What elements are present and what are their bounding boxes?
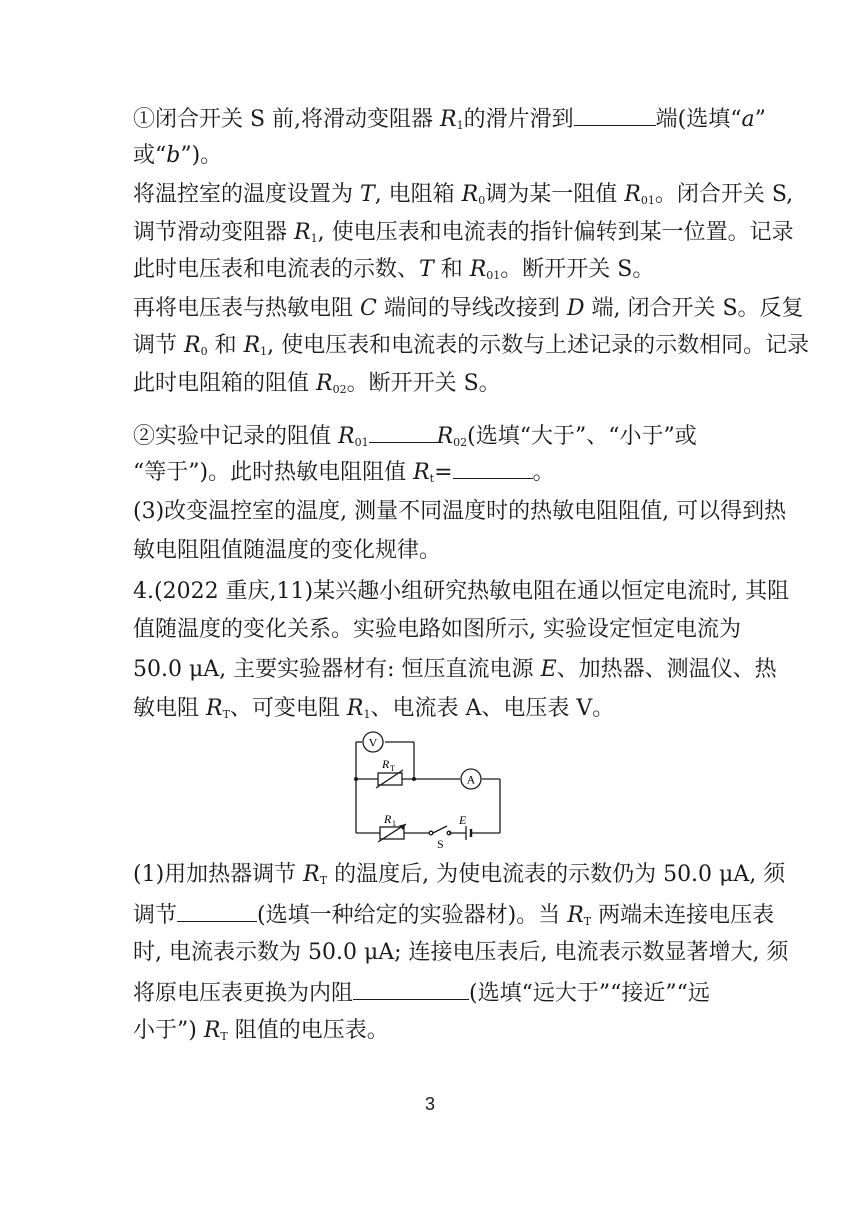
answer-blank[interactable] (353, 977, 469, 1000)
text-line-7: 调节 $R_0$ 和 $R_1$, 使电压表和电流表的示数与上述记录的示数相同。记录 (133, 333, 810, 358)
ammeter-label: A (466, 772, 476, 787)
text-line-20: 将原电压表更换为内阻 (选填“远大于”“接近”“远 (133, 977, 710, 1009)
circuit-diagram (345, 728, 515, 850)
source-label: E (459, 813, 467, 827)
text-line-8: 此时电阻箱的阻值 $R_{02}$。断开开关 S。 (133, 371, 501, 396)
answer-blank[interactable] (574, 103, 656, 126)
text-line-11: (3)改变温控室的温度, 测量不同温度时的热敏电阻阻值, 可以得到热 (133, 499, 787, 524)
text-line-5: 此时电压表和电流表的示数、T 和 $R_{01}$。断开开关 S。 (133, 257, 655, 282)
text-line-6: 再将电压表与热敏电阻 C 端间的导线改接到 D 端, 闭合开关 S。反复 (133, 296, 804, 321)
answer-blank[interactable] (369, 420, 437, 443)
text-line-12: 敏电阻阻值随温度的变化规律。 (133, 538, 442, 563)
answer-blank[interactable] (453, 456, 533, 479)
text-line-2: 或“b”)。 (133, 143, 223, 168)
text-line-9: ②实验中记录的阻值 $R_{01}$ $R_{02}$(选填“大于”、“小于”或 (133, 420, 697, 458)
switch-contact (429, 831, 433, 835)
text-line-16: 敏电阻 $R_T$、可变电阻 $R_1$、电流表 A、电压表 V。 (133, 696, 615, 721)
text-line-21: 小于”) $R_T$ 阻值的电压表。 (133, 1018, 389, 1043)
text-line-14: 值随温度的变化关系。实验电路如图所示, 实验设定恒定电流为 (133, 617, 741, 642)
text-line-3: 将温控室的温度设置为 T, 电阻箱 $R_0$调为某一阻值 $R_{01}$。闭合开关 S, (133, 182, 794, 207)
text-line-17: (1)用加热器调节 $R_T$ 的温度后, 为使电流表的示数仍为 50.0 μA, 须 (133, 862, 786, 887)
page-number: 3 (424, 1094, 435, 1114)
text-line-1: ①闭合开关 S 前,将滑动变阻器 $R_1$的滑片滑到 端(选填“a” (133, 103, 766, 141)
junction-dot (354, 777, 358, 781)
answer-blank[interactable] (177, 899, 257, 922)
r1-label: R (384, 812, 392, 826)
switch-s (433, 826, 447, 833)
text-line-15: 50.0 μA, 主要实验器材有: 恒压直流电源 E、加热器、测温仪、热 (133, 657, 777, 682)
voltmeter-label: V (368, 735, 378, 750)
switch-label: S (437, 837, 444, 850)
rt-label-sub: T (390, 764, 395, 773)
text-line-13: 4.(2022 重庆,11)某兴趣小组研究热敏电阻在通以恒定电流时, 其阻 (133, 579, 790, 604)
rt-label: R (382, 757, 390, 771)
text-line-19: 时, 电流表示数为 50.0 μA; 连接电压表后, 电流表示数显著增大, 须 (133, 940, 789, 965)
junction-dot (412, 777, 416, 781)
text-line-4: 调节滑动变阻器 $R_1$, 使电压表和电流表的指针偏转到某一位置。记录 (133, 220, 794, 245)
text-line-18: 调节 (选填一种给定的实验器材)。当 $R_T$ 两端未连接电压表 (133, 899, 774, 937)
text-line-10: “等于”)。此时热敏电阻阻值 $R_t=$ 。 (133, 456, 555, 494)
r1-label-sub: 1 (392, 819, 396, 828)
